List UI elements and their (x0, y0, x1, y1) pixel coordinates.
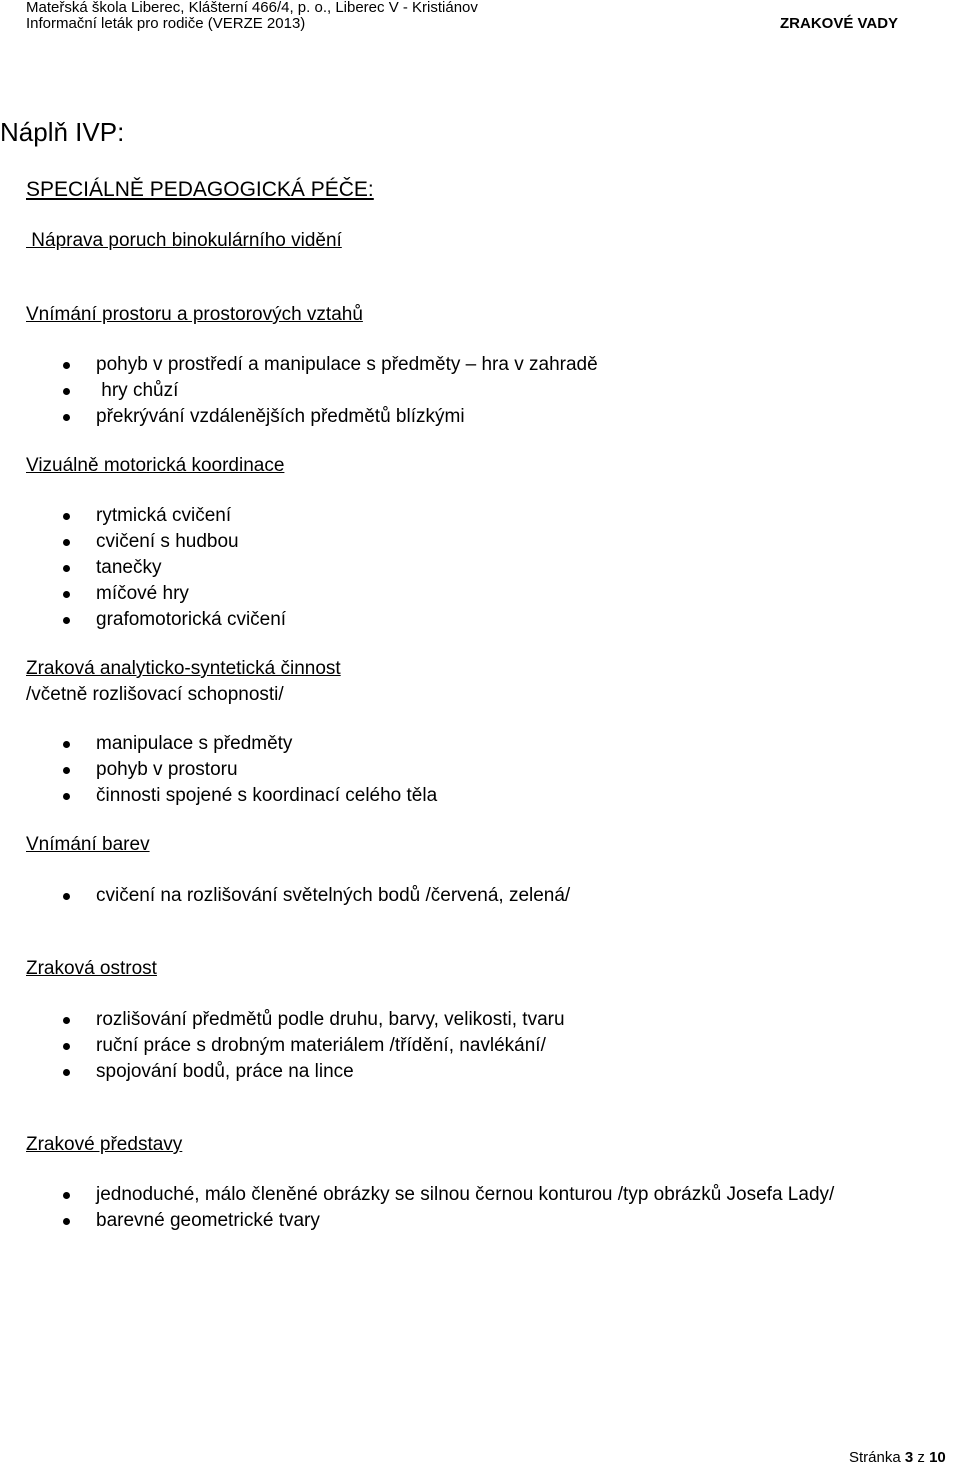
list-item: hry chůzí (96, 380, 179, 401)
footer-total: 10 (929, 1449, 946, 1466)
page-title: Náplň IVP: (0, 117, 125, 147)
section-title: Zraková analyticko-syntetická činnost (26, 658, 341, 679)
list-item: jednoduché, málo členěné obrázky se silnou černou konturou /typ obrázků Josefa Lady/ (96, 1184, 835, 1205)
list-item: tanečky (96, 557, 162, 578)
bullet-icon (63, 539, 70, 546)
footer-prefix: Stránka (849, 1449, 905, 1466)
care-heading: SPECIÁLNĚ PEDAGOGICKÁ PÉČE: (26, 178, 374, 201)
list-item: pohyb v prostoru (96, 759, 238, 780)
section-title: Vizuálně motorická koordinace (26, 455, 285, 476)
section-title: Vnímání barev (26, 834, 150, 855)
bullet-icon (63, 591, 70, 598)
section-title: Zraková ostrost (26, 958, 157, 979)
section-title: Zrakové představy (26, 1134, 183, 1155)
bullet-icon (63, 1069, 70, 1076)
header-leaflet: Informační leták pro rodiče (VERZE 2013) (26, 15, 306, 32)
page-header (0, 0, 960, 40)
footer-mid: z (913, 1449, 930, 1466)
header-school: Mateřská škola Liberec, Klášterní 466/4, p. o., Liberec V - Kristiánov (26, 0, 478, 16)
list-item: činnosti spojené s koordinací celého těla (96, 785, 438, 806)
bullet-icon (63, 414, 70, 421)
bullet-icon (63, 362, 70, 369)
list-item: barevné geometrické tvary (96, 1210, 320, 1231)
list-item: cvičení s hudbou (96, 531, 239, 552)
header-topic: ZRAKOVÉ VADY (780, 15, 899, 32)
bullet-icon (63, 793, 70, 800)
footer-page: 3 (904, 1449, 914, 1466)
bullet-icon (63, 1043, 70, 1050)
list-item: pohyb v prostředí a manipulace s předměty – hra v zahradě (96, 354, 598, 375)
bullet-icon (63, 1192, 70, 1199)
bullet-icon (63, 767, 70, 774)
list-item: rozlišování předmětů podle druhu, barvy, velikosti, tvaru (96, 1009, 565, 1030)
bullet-icon (63, 1017, 70, 1024)
bullet-icon (63, 1218, 70, 1225)
section-note: /včetně rozlišovací schopnosti/ (26, 684, 284, 705)
bullet-icon (63, 513, 70, 520)
sub-heading: Náprava poruch binokulárního vidění (26, 230, 342, 251)
list-item: spojování bodů, práce na lince (96, 1061, 354, 1082)
bullet-icon (63, 741, 70, 748)
list-item: míčové hry (96, 583, 189, 604)
bullet-icon (63, 565, 70, 572)
list-item: grafomotorická cvičení (96, 609, 287, 630)
list-item: ruční práce s drobným materiálem /třídění, navlékání/ (96, 1035, 546, 1056)
page-number (849, 1448, 946, 1468)
list-item: překrývání vzdálenějších předmětů blízkými (96, 406, 465, 427)
section-title: Vnímání prostoru a prostorových vztahů (26, 304, 363, 325)
list-item: rytmická cvičení (96, 505, 232, 526)
bullet-icon (63, 388, 70, 395)
bullet-icon (63, 617, 70, 624)
list-item: manipulace s předměty (96, 733, 293, 754)
list-item: cvičení na rozlišování světelných bodů /červená, zelená/ (96, 885, 571, 906)
bullet-icon (63, 893, 70, 900)
